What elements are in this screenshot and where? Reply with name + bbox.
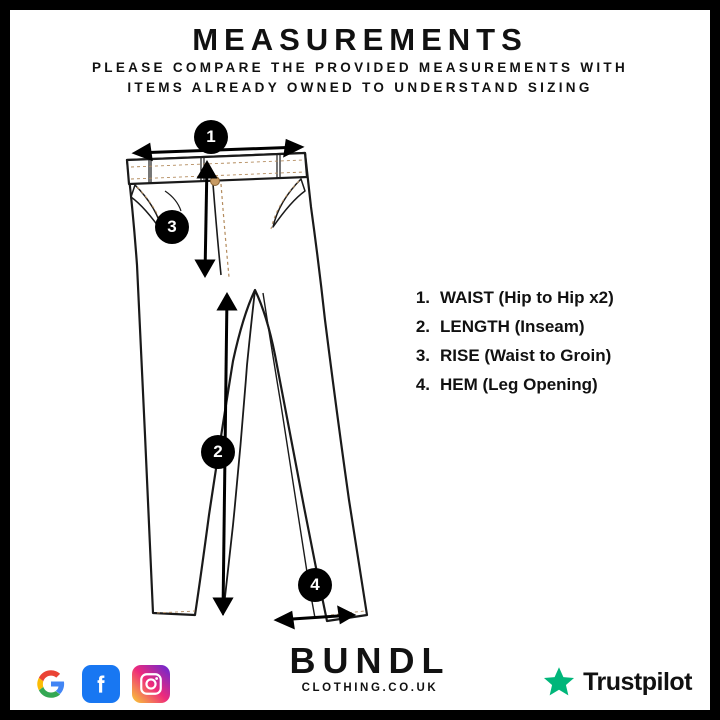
legend-number-4: 4.	[415, 375, 430, 394]
marker-badge-2: 2	[201, 435, 235, 469]
legend-label-3: RISE (Waist to Groin)	[440, 346, 612, 365]
trustpilot-star-icon	[542, 665, 576, 699]
page-subtitle	[50, 58, 670, 98]
legend-item-rise	[402, 346, 692, 366]
page-title: MEASUREMENTS	[192, 22, 528, 57]
marker-badge-1: 1	[194, 120, 228, 154]
legend-item-length	[402, 317, 692, 337]
legend-item-hem	[402, 375, 692, 395]
marker-badge-3: 3	[155, 210, 189, 244]
brand-name: BUNDL	[289, 640, 451, 681]
facebook-icon[interactable]	[82, 665, 120, 703]
jeans-technical-drawing-svg	[105, 115, 395, 635]
legend-number-1: 1.	[415, 288, 430, 307]
legend-label-2: LENGTH (Inseam)	[440, 317, 585, 336]
google-icon[interactable]	[32, 665, 70, 703]
jeans-diagram	[105, 115, 395, 635]
legend-item-waist	[402, 288, 692, 308]
subtitle-line-2: ITEMS ALREADY OWNED TO UNDERSTAND SIZING	[127, 80, 593, 95]
legend-number-3: 3.	[415, 346, 430, 365]
measurement-legend	[402, 288, 692, 404]
social-links	[32, 665, 170, 703]
subtitle-line-1: PLEASE COMPARE THE PROVIDED MEASUREMENTS WITH	[91, 60, 629, 75]
instagram-camera-glyph	[138, 671, 164, 697]
brand-domain: CLOTHING.CO.UK	[301, 682, 439, 694]
white-canvas	[10, 10, 710, 710]
legend-label-1: WAIST (Hip to Hip x2)	[440, 288, 614, 307]
facebook-f-glyph	[88, 671, 114, 697]
trustpilot-label: Trustpilot	[583, 667, 692, 696]
trustpilot-badge[interactable]	[542, 665, 692, 699]
legend-label-4: HEM (Leg Opening)	[440, 375, 598, 394]
legend-number-2: 2.	[415, 317, 430, 336]
instagram-icon[interactable]	[132, 665, 170, 703]
brand-logo	[255, 642, 485, 694]
marker-badge-4: 4	[298, 568, 332, 602]
google-g-glyph	[36, 669, 66, 699]
